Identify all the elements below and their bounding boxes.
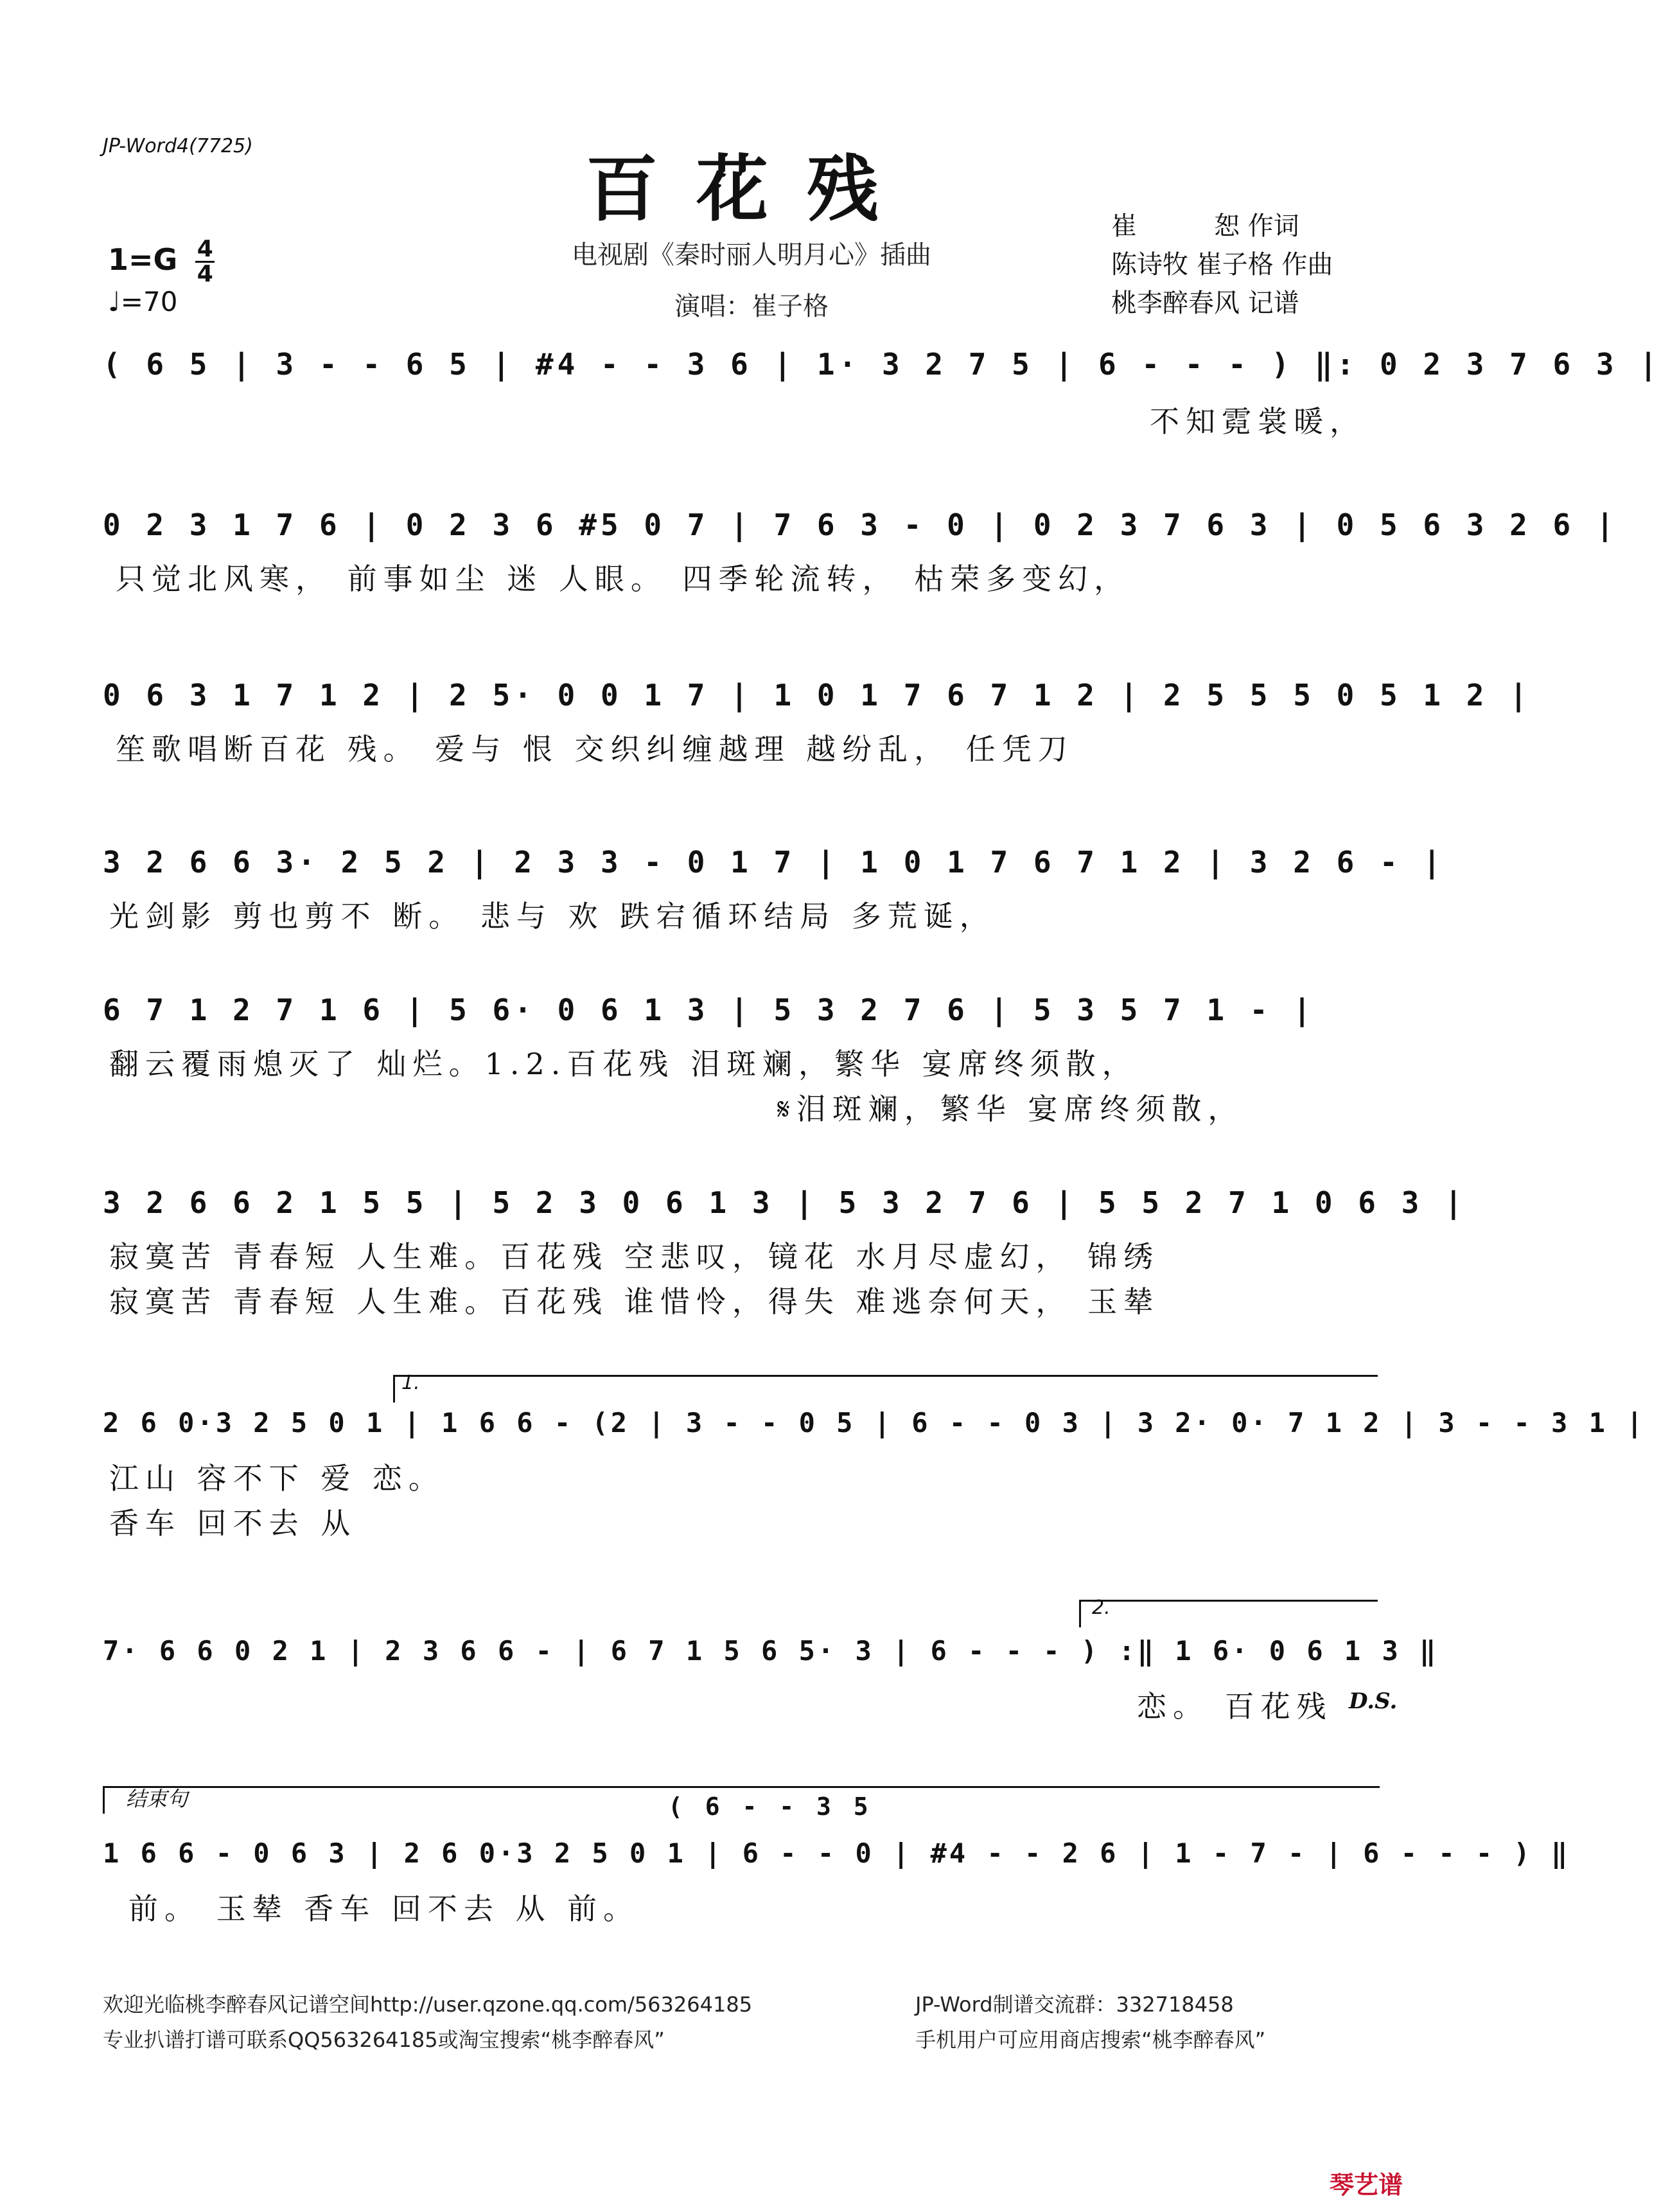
score-line-6-lyric-1: 寂寞苦 青春短 人生难。百花残 空悲叹，镜花 水月尽虚幻， 锦绣 (109, 1239, 1160, 1274)
transcriber-credit: 桃李醉春风 记谱 (1111, 288, 1299, 318)
score-line-8-notes: 7· 6 6 0 2 1 | 2 3 6 6 - | 6 7 1 5 6 5· 3 | 6 - - - ) :‖ 1 6· 0 6 1 3 ‖ (103, 1635, 1439, 1667)
tempo-marking: ♩=70 (108, 286, 178, 317)
footer-app-search: 手机用户可应用商店搜索“桃李醉春风” (915, 2028, 1266, 2052)
score-line-8-lyric: 恋。 百花残 (1137, 1689, 1333, 1724)
time-signature-bottom: 4 (197, 261, 213, 287)
score-line-7-lyric-1: 江山 容不下 爱 恋。 (109, 1461, 444, 1496)
score-line-6-notes: 3 2 6 6 2 1 5 5 | 5 2 3 0 6 1 3 | 5 3 2 7 6 | 5 5 2 7 1 0 6 3 | (103, 1185, 1466, 1220)
score-line-7-notes: 2 6 0·3 2 5 0 1 | 1 6 6 - (2 | 3 - - 0 5 | 6 - - 0 3 | 3 2· 0· 7 1 2 | 3 - - 3 1 | (103, 1407, 1646, 1438)
volta-bracket-1 (393, 1375, 1378, 1402)
score-line-3-lyric: 笙歌唱断百花 残。 爱与 恨 交织纠缠越理 越纷乱， 任凭刀 (116, 732, 1074, 766)
score-line-1-notes: ( 6 5 | 3 - - 6 5 | #4 - - 3 6 | 1· 3 2 7 5 | 6 - - - ) ‖: 0 2 3 7 6 3 | (103, 347, 1661, 382)
footer-website: 欢迎光临桃李醉春风记谱空间http://user.qzone.qq.com/563264185 (103, 1992, 753, 2017)
score-line-7-lyric-2: 香车 回不去 从 (109, 1506, 357, 1541)
ending-label: 结束句 (126, 1787, 188, 1811)
subtitle: 电视剧《秦时丽人明月心》插曲 (572, 240, 931, 270)
score-line-4-lyric: 光剑影 剪也剪不 断。 悲与 欢 跌宕循环结局 多荒诞， (109, 899, 996, 933)
volta-1-label: 1. (401, 1372, 420, 1394)
score-line-3-notes: 0 6 3 1 7 1 2 | 2 5· 0 0 1 7 | 1 0 1 7 6 7 1 2 | 2 5 5 5 0 5 1 2 | (103, 678, 1531, 712)
score-line-6-lyric-2: 寂寞苦 青春短 人生难。百花残 谁惜怜，得失 难逃奈何天， 玉辇 (109, 1284, 1160, 1319)
score-line-1-lyric: 不知霓裳暖， (1150, 404, 1366, 439)
dal-segno-mark: D.S. (1349, 1688, 1398, 1714)
score-line-2-lyric: 只觉北风寒， 前事如尘 迷 人眼。 四季轮流转， 枯荣多变幻， (116, 562, 1130, 596)
score-line-9-notes: 1 6 6 - 0 6 3 | 2 6 0·3 2 5 0 1 | 6 - - 0 | #4 - - 2 6 | 1 - 7 - | 6 - - - ) ‖ (103, 1837, 1570, 1869)
singer-credit: 演唱：崔子格 (674, 292, 829, 321)
time-signature-top: 4 (197, 236, 213, 262)
score-line-5-notes: 6 7 1 2 7 1 6 | 5 6· 0 6 1 3 | 5 3 2 7 6 | 5 3 5 7 1 - | (103, 993, 1315, 1027)
brand-logo: 琴艺谱 (1330, 2171, 1403, 2199)
score-line-5-lyric-2: 𝄋泪斑斓，繁华 宴席终须散， (777, 1092, 1244, 1126)
key-label: 1=G (108, 242, 178, 277)
score-line-9-alt-notes: ( 6 - - 3 5 (668, 1792, 872, 1821)
footer-contact: 专业扒谱打谱可联系QQ563264185或淘宝搜索“桃李醉春风” (103, 2028, 665, 2052)
song-title: 百花残 (586, 147, 917, 231)
software-tag: JP-Word4(7725) (103, 135, 253, 157)
lyricist-credit: 崔 恕 作词 (1111, 211, 1299, 241)
composer-credit: 陈诗牧 崔子格 作曲 (1111, 250, 1333, 279)
score-line-5-lyric-1: 翻云覆雨熄灭了 灿烂。1.2.百花残 泪斑斓，繁华 宴席终须散， (109, 1047, 1138, 1081)
volta-bracket-2 (1079, 1600, 1378, 1627)
footer-group: JP-Word制谱交流群：332718458 (915, 1992, 1234, 2017)
score-line-2-notes: 0 2 3 1 7 6 | 0 2 3 6 #5 0 7 | 7 6 3 - 0 | 0 2 3 7 6 3 | 0 5 6 3 2 6 | (103, 508, 1618, 542)
volta-2-label: 2. (1092, 1597, 1111, 1619)
score-line-4-notes: 3 2 6 6 3· 2 5 2 | 2 3 3 - 0 1 7 | 1 0 1 7 6 7 1 2 | 3 2 6 - | (103, 845, 1445, 880)
score-line-9-lyric: 前。 玉辇 香车 回不去 从 前。 (128, 1891, 640, 1926)
